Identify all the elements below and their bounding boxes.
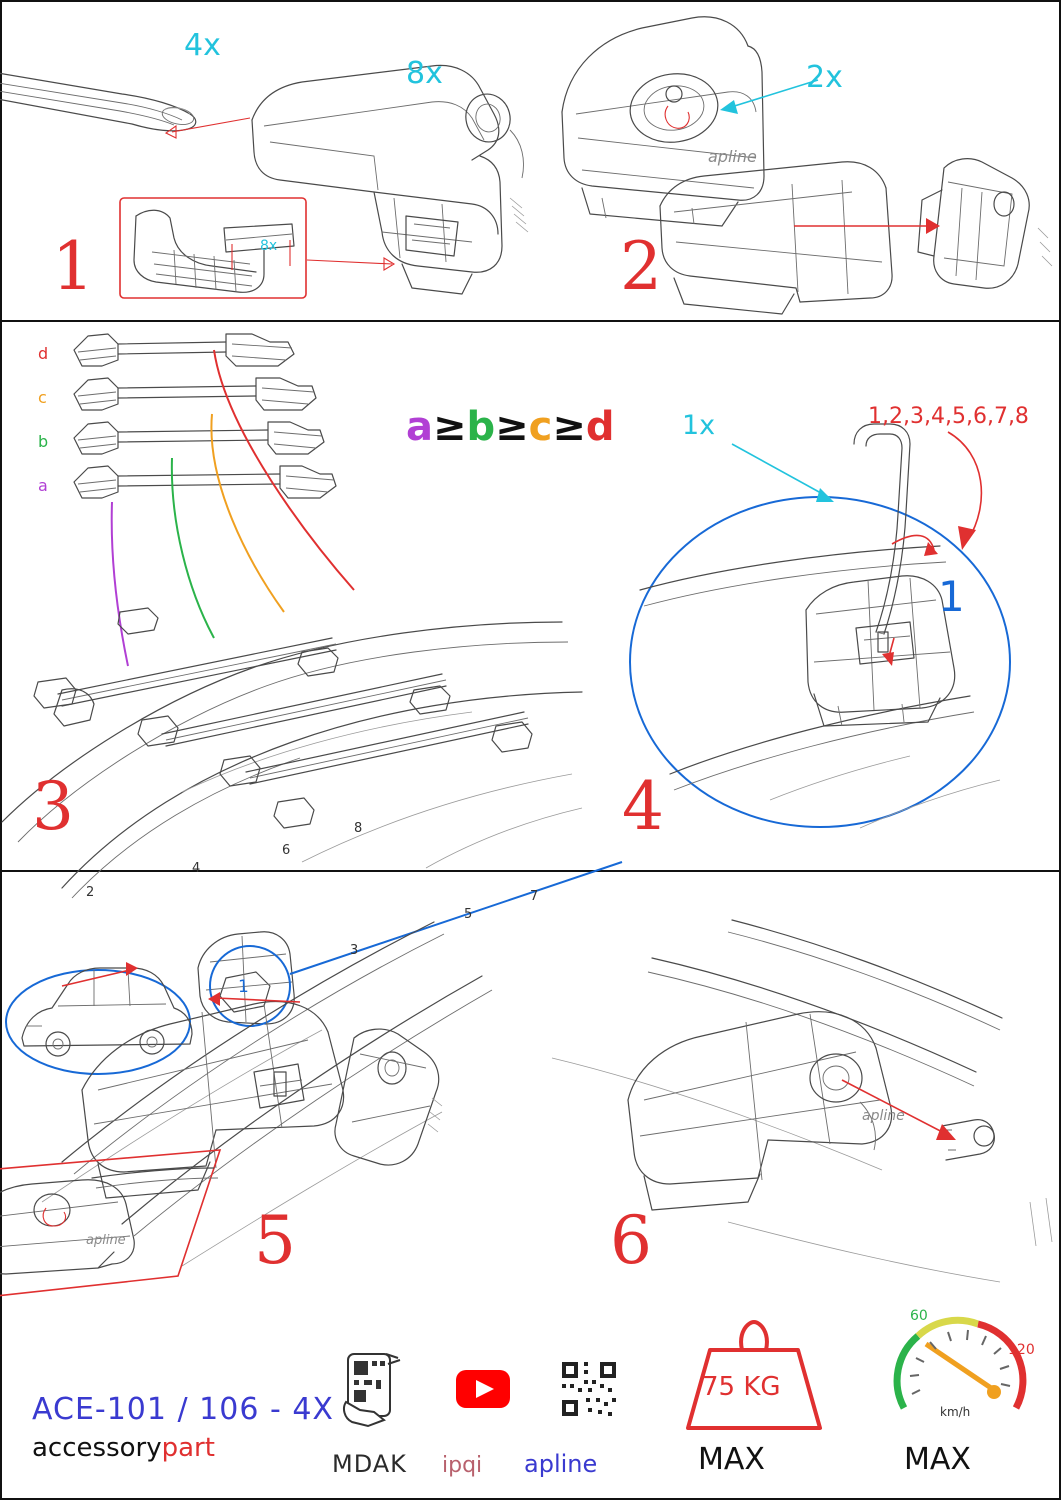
quantity-2x: 2x bbox=[806, 60, 843, 95]
quantity-8x-small: 8x bbox=[260, 238, 278, 254]
speed-unit: km/h bbox=[940, 1405, 971, 1419]
car-roof-illustration bbox=[2, 622, 582, 898]
marker-2: 2 bbox=[86, 885, 95, 900]
footer-partners bbox=[332, 1354, 638, 1494]
ineq-sign-3: ≥ bbox=[552, 404, 586, 450]
step-1-panel bbox=[2, 2, 562, 318]
step-number-1: 1 bbox=[52, 228, 94, 305]
logo-apline-top: apline bbox=[708, 147, 757, 166]
sequence-label: 1,2,3,4,5,6,7,8 bbox=[868, 404, 1029, 429]
guide-curve-a bbox=[112, 502, 128, 666]
marker-3: 3 bbox=[350, 943, 359, 958]
product-code: ACE-101 / 106 - 4X bbox=[32, 1392, 334, 1427]
step-5-panel bbox=[2, 872, 542, 1302]
ineq-d: d bbox=[585, 404, 615, 450]
partner-ipqi: ipqi bbox=[442, 1453, 483, 1478]
step-number-4: 4 bbox=[622, 768, 664, 845]
marker-6: 6 bbox=[282, 843, 291, 858]
cross-bar-illustration bbox=[0, 72, 196, 131]
marker-1-step3: 1 bbox=[238, 977, 249, 997]
step-number-6: 6 bbox=[610, 1202, 652, 1279]
speedometer-icon bbox=[897, 1320, 1023, 1408]
step-number-2: 2 bbox=[620, 228, 662, 305]
callout-line-2x bbox=[728, 80, 818, 108]
ineq-a: a bbox=[406, 404, 433, 450]
brand-prefix: accessory bbox=[32, 1433, 162, 1463]
bar-variant-row-d bbox=[74, 334, 294, 366]
marker-7: 7 bbox=[530, 889, 539, 904]
assembly-arrow-1 bbox=[307, 260, 392, 264]
youtube-icon bbox=[456, 1370, 510, 1408]
step-3-panel bbox=[2, 322, 622, 997]
bar-label-a: a bbox=[38, 476, 48, 495]
end-cap-illustration bbox=[918, 159, 1052, 289]
quantity-1x: 1x bbox=[682, 410, 716, 441]
ineq-sign-1: ≥ bbox=[433, 404, 467, 450]
quantity-8x: 8x bbox=[406, 56, 443, 91]
key-lock-assembly-5 bbox=[335, 1029, 442, 1165]
inequality-expression bbox=[406, 404, 615, 450]
foot-cap-assembly bbox=[660, 162, 892, 314]
bar-label-b: b bbox=[38, 432, 49, 451]
speed-max-label: MAX bbox=[904, 1442, 971, 1477]
sequence-arrow bbox=[948, 432, 981, 540]
assembly-arrow-2 bbox=[172, 118, 250, 132]
lock-cover-illustration bbox=[562, 17, 764, 226]
speed-max: 120 bbox=[1008, 1342, 1035, 1358]
bar-label-c: c bbox=[38, 388, 47, 407]
qr-code-icon bbox=[560, 1360, 618, 1418]
marker-4: 4 bbox=[192, 861, 201, 876]
bar-variant-row-a bbox=[74, 466, 336, 498]
arrow-head-cyan bbox=[720, 100, 738, 114]
speed-min: 60 bbox=[910, 1308, 928, 1324]
weight-value: 75 KG bbox=[702, 1372, 781, 1402]
foot-illustration-6 bbox=[628, 1012, 892, 1210]
callout-line-1x bbox=[732, 444, 830, 498]
detail-inset-5 bbox=[0, 1150, 220, 1302]
partner-mdak: MDAK bbox=[332, 1450, 407, 1478]
ineq-b: b bbox=[466, 404, 496, 450]
marker-8: 8 bbox=[354, 821, 363, 836]
marker-5: 5 bbox=[464, 907, 473, 922]
step-2-panel bbox=[542, 2, 1061, 318]
qr-hand-icon bbox=[344, 1354, 400, 1426]
weight-limit-block bbox=[674, 1314, 834, 1494]
ineq-sign-2: ≥ bbox=[495, 404, 529, 450]
step-number-5: 5 bbox=[254, 1202, 296, 1279]
step-4-panel bbox=[610, 322, 1061, 868]
guide-curve-c bbox=[211, 414, 284, 612]
bar-variant-row-b bbox=[74, 422, 324, 454]
step4-callout-number: 1 bbox=[938, 572, 965, 621]
ineq-c: c bbox=[528, 404, 553, 450]
allen-key-illustration bbox=[854, 424, 910, 634]
inset-foot-5 bbox=[0, 1168, 218, 1274]
weight-max-label: MAX bbox=[698, 1442, 765, 1477]
step-number-3: 3 bbox=[32, 768, 74, 845]
mounted-crossbars bbox=[58, 638, 528, 784]
quantity-4x: 4x bbox=[184, 28, 221, 63]
step-6-panel bbox=[532, 872, 1061, 1302]
foot-detail-illustration bbox=[806, 576, 955, 726]
bar-variant-row-c bbox=[74, 378, 316, 410]
logo-apline-6: apline bbox=[862, 1108, 905, 1124]
logo-apline-inset: apline bbox=[86, 1233, 126, 1248]
brand-suffix: part bbox=[161, 1433, 215, 1463]
partner-apline: apline bbox=[524, 1450, 598, 1478]
speed-limit-block bbox=[882, 1304, 1052, 1494]
bar-label-d: d bbox=[38, 344, 49, 363]
